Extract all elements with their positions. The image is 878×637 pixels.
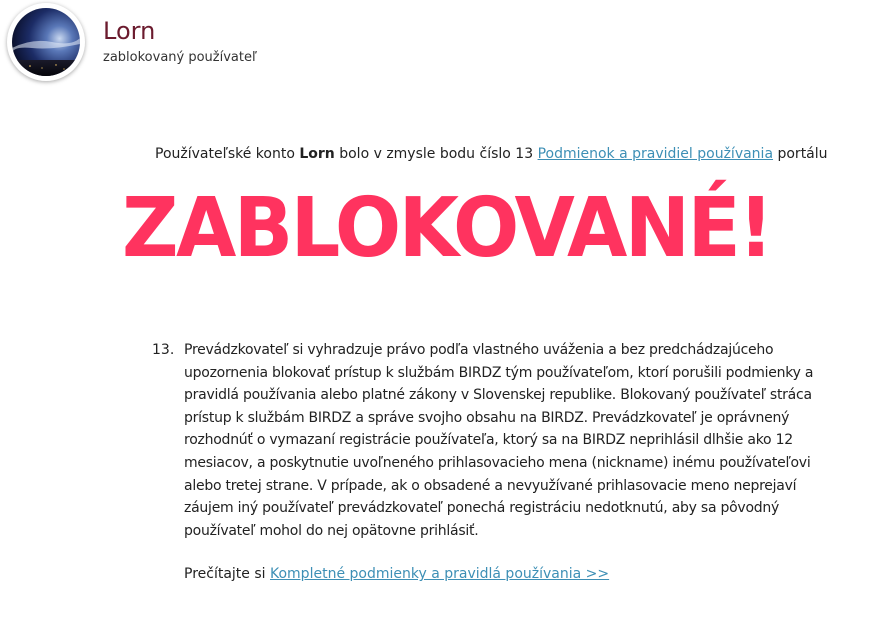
profile-status: zablokovaný používateľ [103, 50, 257, 65]
terms-link[interactable]: Podmienok a pravidiel používania [537, 146, 774, 162]
notice-prefix: Používateľské konto [155, 146, 300, 162]
notice-middle: bolo v zmysle bodu číslo 13 [334, 146, 538, 162]
notice-suffix: portálu [773, 146, 828, 162]
profile-name: Lorn [103, 17, 156, 45]
full-terms-link[interactable]: Kompletné podmienky a pravidlá používania >> [270, 566, 610, 582]
night-sky-avatar-icon [12, 8, 80, 76]
read-more [184, 563, 609, 585]
avatar[interactable] [12, 8, 80, 76]
block-notice [155, 145, 828, 163]
blocked-heading: ZABLOKOVANÉ! [122, 181, 772, 276]
rule-number: 13. [152, 342, 175, 358]
rule-text: Prevádzkovateľ si vyhradzuje právo podľa vlastného uváženia a bez predchádzajúceho upozornenia blokovať prístup k službám BIRDZ tým používateľom, ktorí porušili podmienky a pravidlá používania alebo platné zákony v Slovenskej republike. Blokovaný používateľ stráca prístup k službám BIRDZ a správe svojho obsahu na BIRDZ. Prevádzkovateľ je oprávnený rozhodnúť o vymazaní registrácie používateľa, ktorý sa na BIRDZ neprihlásil dlhšie ako 12 mesiacov, a poskytnutie uvoľneného prihlasovacieho mena (nickname) inému používateľovi alebo tretej strane. V prípade, ak o obsadené a nevyužívané prihlasovacie meno neprejaví záujem iný používateľ prevádzkovateľ ponechá registráciu nedotknutú, aby sa pôvodný používateľ mohol do nej opätovne prihlásiť. [184, 342, 814, 539]
avatar-frame [7, 3, 85, 81]
read-more-prefix: Prečítajte si [184, 566, 270, 582]
notice-username: Lorn [299, 146, 335, 162]
